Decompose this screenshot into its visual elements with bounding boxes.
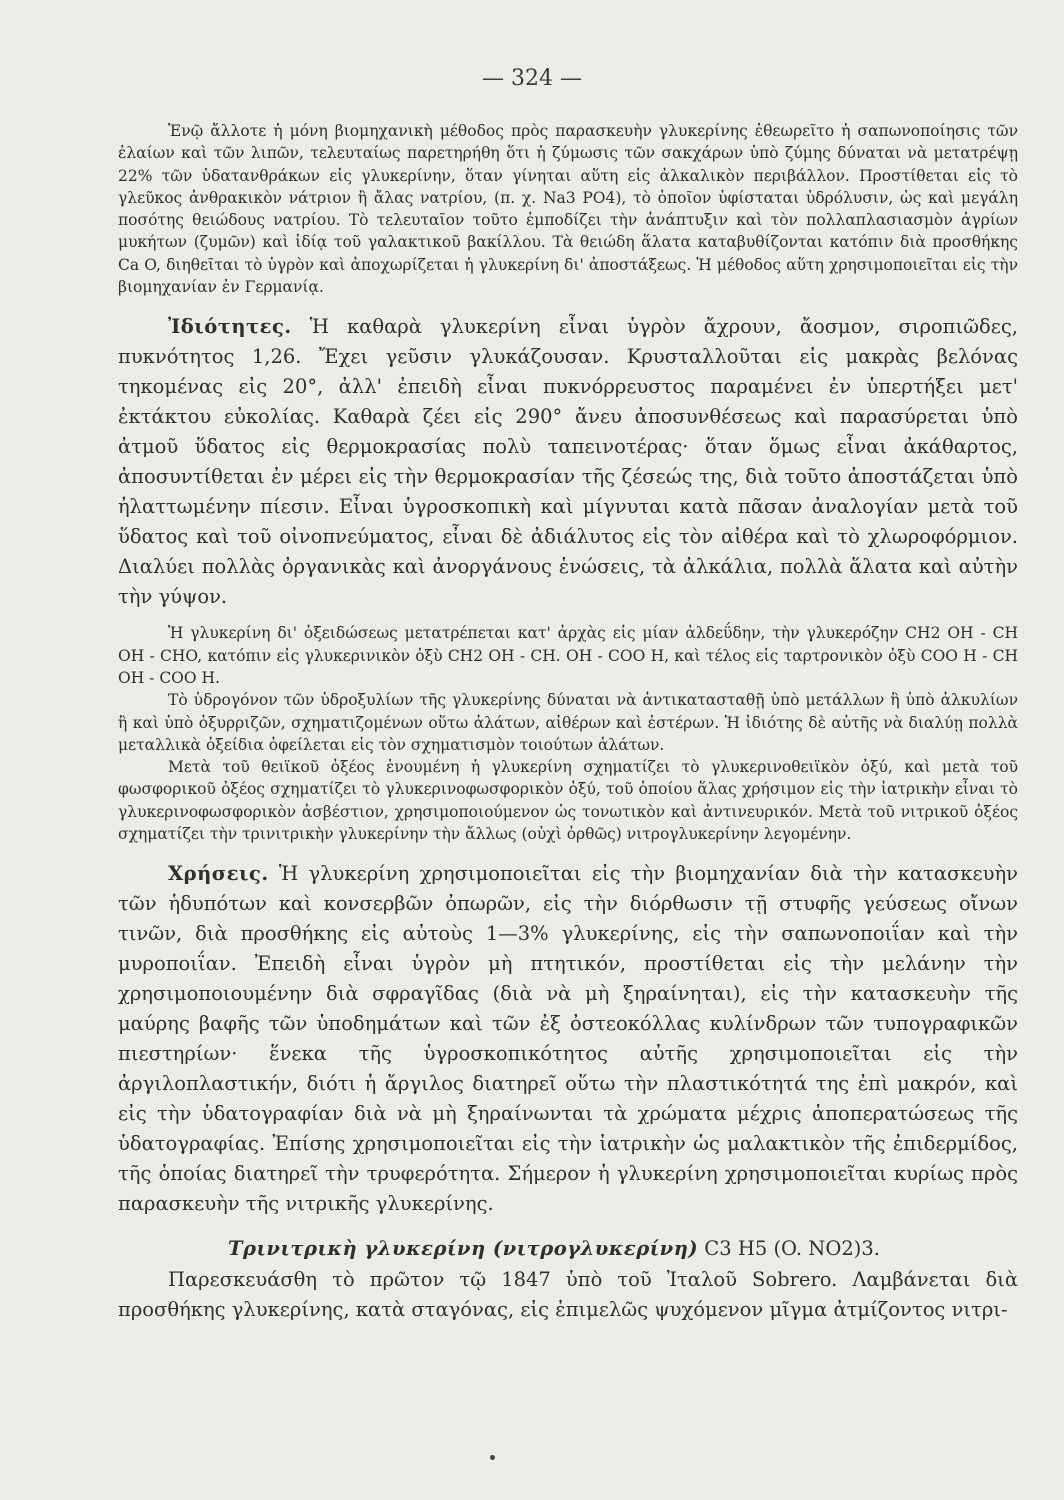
uses-text: Ἡ γλυκερίνη χρησιμοποιεῖται εἰς τὴν βιομηχανίαν διὰ τὴν κατασκευὴν τῶν ἡδυπότων καὶ κονσερβῶν ὀπωρῶν, εἰς τὴν διόρθωσιν τῇ στυφῆς γεύσεως οἴνων τινῶν, διὰ προσθήκης εἰς αὐτοὺς 1—3% γλυκερίνης, εἰς τὴν σαπωνοποιΐαν καὶ τὴν μυροποιΐαν. Ἐπειδὴ εἶναι ὑγρὸν μὴ πτητικόν, προστίθεται εἰς τὴν μελάνην τὴν χρησιμοποιουμένην διὰ σφραγῖδας (διὰ νὰ μὴ ξηραίνηται), εἰς τὴν κατασκευὴν τῆς μαύρης βαφῆς τῶν ὑποδημάτων καὶ τῶν ἐξ ὀστεοκόλλας κυλίνδρων τῶν τυπογραφικῶν πιεστηρίων· ἕνεκα τῆς ὑγροσκοπικότητος αὐτῆς χρησιμοποιεῖται εἰς τὴν ἀργιλοπλαστικήν, διότι ἡ ἄργιλος διατηρεῖ οὕτω τὴν πλαστικότητά της ἐπὶ μακρόν, καὶ εἰς τὴν ὑδατογραφίαν διὰ νὰ μὴ ξηραίνωνται τὰ χρώματα μέχρις ἀποπερατώσεως τῆς ὑδατογραφίας. Ἐπίσης χρησιμοποιεῖται εἰς τὴν ἰατρικὴν ὡς μαλακτικὸν τῆς ἐπιδερμίδος, τῆς ὁποίας διατηρεῖ τὴν τρυφερότητα. Σήμερον ἡ γλυκερίνη χρησιμοποιεῖται κυρίως πρὸς παρασκευὴν τῆς νιτρικῆς γλυκερίνης.	[118, 862, 1018, 1216]
properties-text: Ἡ καθαρὰ γλυκερίνη εἶναι ὑγρὸν ἄχρουν, ἄοσμον, σιροπιῶδες, πυκνότητος 1,26. Ἔχει γεῦσιν γλυκάζουσαν. Κρυσταλλοῦται εἰς μακρὰς βελόνας τηκομένας εἰς 20°, ἀλλ' ἐπειδὴ εἶναι πυκνόρρευστος παραμένει ἐν ὑπερτήξει μετ' ἐκτάκτου εὐκολίας. Καθαρὰ ζέει εἰς 290° ἄνευ ἀποσυνθέσεως καὶ παρασύρεται ὑπὸ ἀτμοῦ ὕδατος εἰς θερμοκρασίας πολὺ ταπεινοτέρας· ὅταν ὅμως εἶναι ἀκάθαρτος, ἀποσυντίθεται ἐν μέρει εἰς τὴν θερμοκρασίαν τῆς ζέσεώς της, διὰ τοῦτο ἀποστάζεται ὑπὸ ἠλαττωμένην πίεσιν. Εἶναι ὑγροσκοπικὴ καὶ μίγνυται κατὰ πᾶσαν ἀναλογίαν μετὰ τοῦ ὕδατος καὶ τοῦ οἰνοπνεύματος, εἶναι δὲ ἀδιάλυτος εἰς τὸν αἰθέρα καὶ τὸ χλωροφόρμιον. Διαλύει πολλὰς ὀργανικὰς καὶ ἀνοργάνους ἑνώσεις, τὰ ἀλκάλια, πολλὰ ἅλατα καὶ αὐτὴν τὴν γύψον.	[118, 315, 1018, 609]
section-heading-nitroglycerin: Τρινιτρικὴ γλυκερίνη (νιτρογλυκερίνη)	[228, 1237, 699, 1261]
section-heading-properties: Ἰδιότητες.	[168, 315, 292, 339]
section-heading-uses: Χρήσεις.	[168, 862, 269, 886]
section-title-nitroglycerin	[118, 1233, 1018, 1265]
body-text	[118, 120, 1018, 1325]
paragraph-properties	[118, 312, 1018, 612]
paragraph-substitution: Τὸ ὑδρογόνον τῶν ὑδροξυλίων τῆς γλυκερίνης δύναται νὰ ἀντικατασταθῇ ὑπὸ μετάλλων ἢ ὑπὸ ἀλκυλίων ἢ καὶ ὑπὸ ὀξυρριζῶν, σχηματιζομένων οὕτω ἁλάτων, αἰθέρων καὶ ἐστέρων. Ἡ ἰδιότης δὲ αὐτῆς νὰ διαλύῃ πολλὰ μεταλλικὰ ὀξείδια ὀφείλεται εἰς τὸν σχηματισμὸν τοιούτων ἁλάτων.	[118, 691, 1018, 754]
paragraph-nitroglycerin-prep: Παρεσκευάσθη τὸ πρῶτον τῷ 1847 ὑπὸ τοῦ Ἰταλοῦ Sobrero. Λαμβάνεται διὰ προσθήκης γλυκερίνης, κατὰ σταγόνας, εἰς ἐπιμελῶς ψυχόμενον μῖγμα ἀτμίζοντος νιτρι-	[118, 1268, 1018, 1322]
page-number: — 324 —	[482, 66, 582, 91]
nitroglycerin-formula: C3 H5 (O. NO2)3.	[698, 1237, 880, 1261]
paragraph-acid-reactions: Μετὰ τοῦ θειϊκοῦ ὀξέος ἑνουμένη ἡ γλυκερίνη σχηματίζει τὸ γλυκερινοθειϊκὸν ὀξύ, καὶ μετὰ τοῦ φωσφορικοῦ ὀξέος σχηματίζει τὸ γλυκερινοφωσφορικὸν ὀξύ, τοῦ ὁποίου ἅλας χρήσιμον εἰς τὴν ἰατρικὴν εἶναι τὸ γλυκερινοφωσφορικὸν ἀσβέστιον, χρησιμοποιούμενον ὡς τονωτικὸν καὶ ἀντινευρικόν. Μετὰ τοῦ νιτρικοῦ ὀξέος σχηματίζει τὴν τρινιτρικὴν γλυκερίνην τὴν ἄλλως (οὐχὶ ὀρθῶς) νιτρογλυκερίνην λεγομένην.	[118, 758, 1018, 844]
paragraph-oxidation: Ἡ γλυκερίνη δι' ὀξειδώσεως μετατρέπεται κατ' ἀρχὰς εἰς μίαν ἀλδεΰδην, τὴν γλυκερόζην CH2 OH - CH OH - CHO, κατόπιν εἰς γλυκερινικὸν ὀξὺ CH2 OH - CH. OH - COO H, καὶ τέλος εἰς ταρτρονικὸν ὀξὺ COO H - CH OH - COO H.	[118, 624, 1018, 687]
paragraph-fermentation-method: Ἐνῷ ἄλλοτε ἡ μόνη βιομηχανικὴ μέθοδος πρὸς παρασκευὴν γλυκερίνης ἐθεωρεῖτο ἡ σαπωνοποίησις τῶν ἐλαίων καὶ τῶν λιπῶν, τελευταίως παρετηρήθη ὅτι ἡ ζύμωσις τῶν σακχάρων ὑπὸ ζύμης δύναται νὰ μετατρέψῃ 22% τῶν ὑδατανθράκων εἰς γλυκερίνην, ὅταν γίνηται αὕτη εἰς ἀλκαλικὸν περιβάλλον. Προστίθεται εἰς τὸ γλεῦκος ἀνθρακικὸν νάτριον ἢ ἄλας νατρίου, (π. χ. Na3 PO4), τὸ ὁποῖον ὑφίσταται ὑδρόλυσιν, ὡς καὶ μεγάλη ποσότης θειώδους νατρίου. Τὸ τελευταῖον τοῦτο ἐμποδίζει τὴν ἀνάπτυξιν καὶ τὸν πολλαπλασιασμὸν ἀγρίων μυκήτων (ζυμῶν) καὶ ἰδίᾳ τοῦ γαλακτικοῦ βακίλλου. Τὰ θειώδη ἅλατα καταβυθίζονται κατόπιν διὰ προσθήκης Ca O, διηθεῖται τὸ ὑγρὸν καὶ ἀποχωρίζεται ἡ γλυκερίνη δι' ἀποστάξεως. Ἡ μέθοδος αὕτη χρησιμοποιεῖται εἰς τὴν βιομηχανίαν ἐν Γερμανίᾳ.	[118, 122, 1018, 297]
paragraph-uses	[118, 859, 1018, 1219]
ink-speck	[490, 1455, 495, 1460]
